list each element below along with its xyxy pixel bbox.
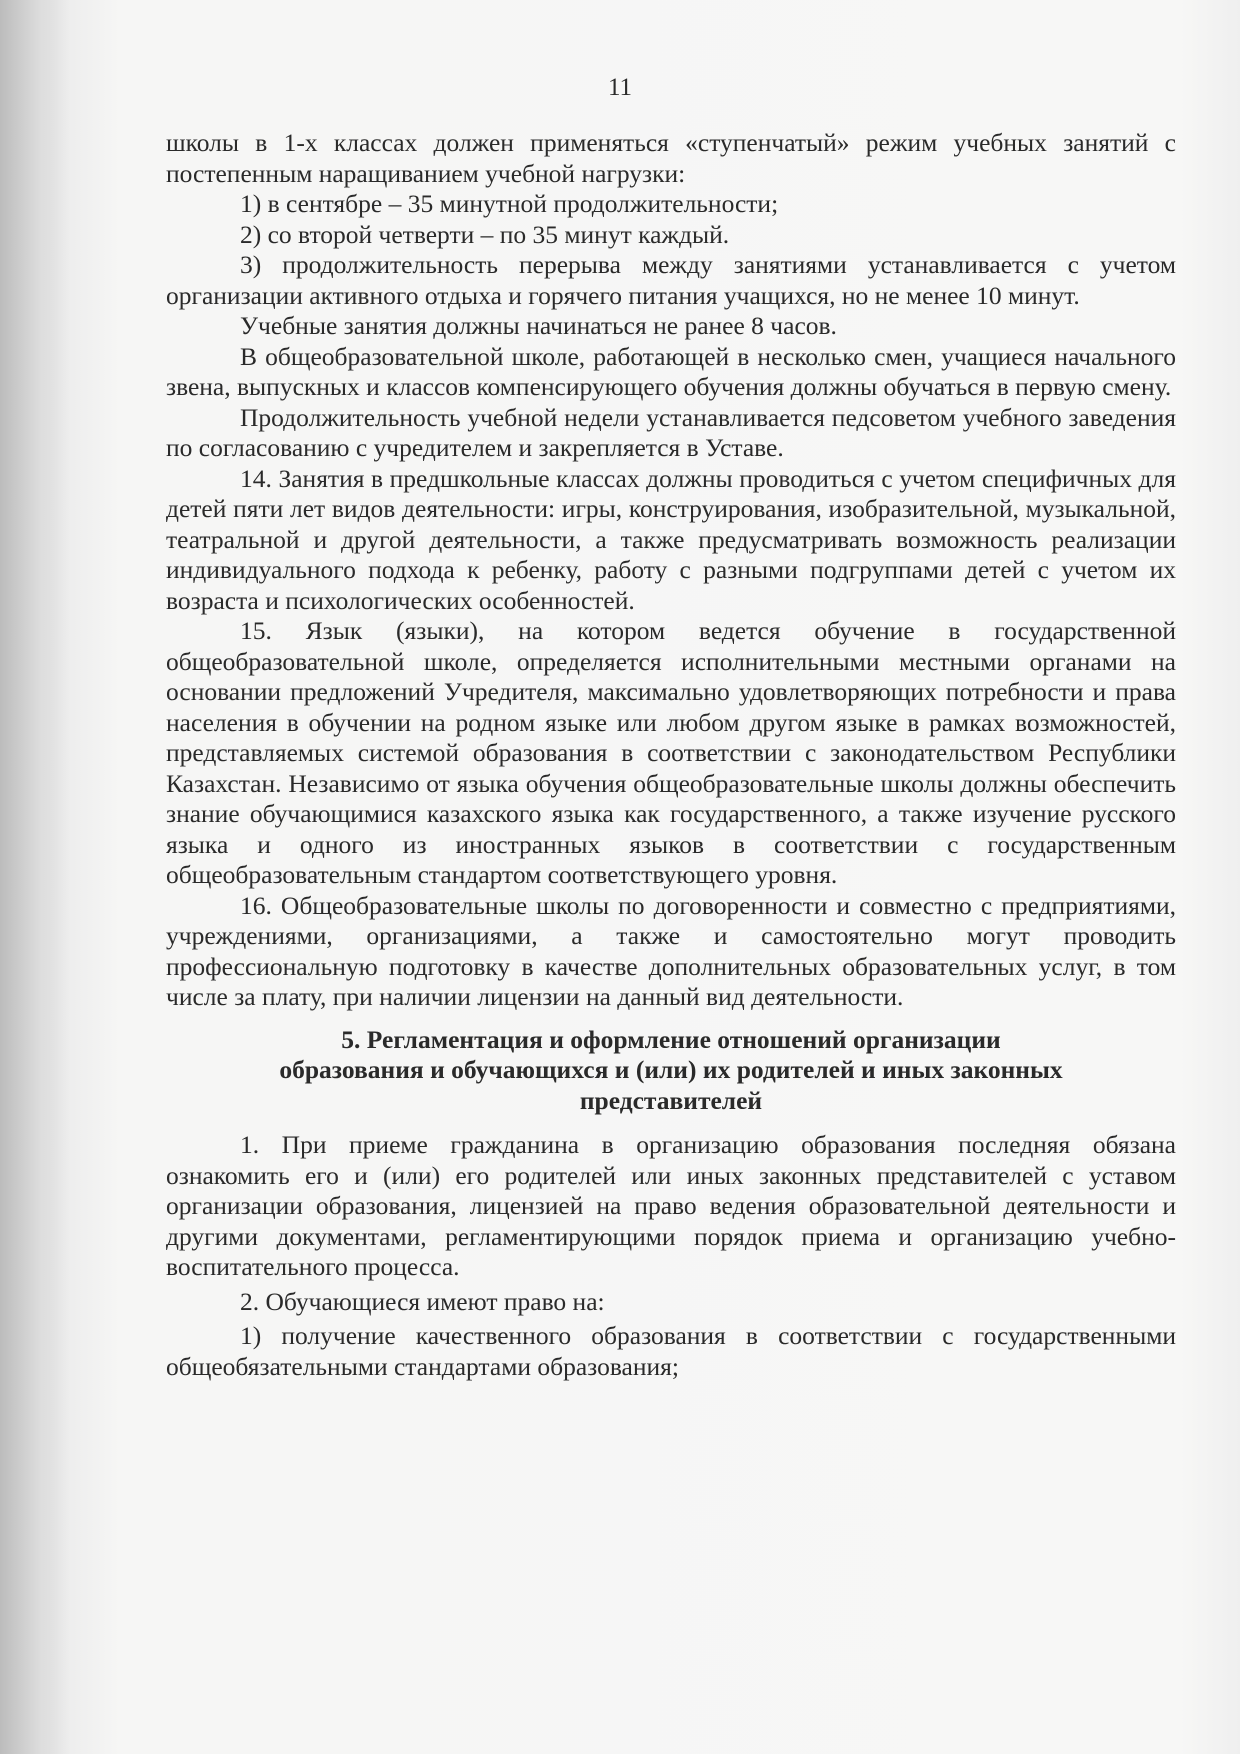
paragraph: 3) продолжительность перерыва между занятиями устанавливается с учетом организации активного отдыха и горячего питания учащихся, но не менее 10 минут. xyxy=(166,250,1176,310)
paragraph: 15. Язык (языки), на котором ведется обучение в государственной общеобразовательной школе, определяется исполнительными местными органами на основании предложений Учредителя, максимально удовлетворяющих потребности и права населения в обучении на родном языке или любом другом языке в рамках возможностей, представляемых системой образования в соответствии с законодательством Республики Казахстан. Независимо от языка обучения общеобразовательные школы должны обеспечить знание обучающимися казахского языка как государственного, а также изучение русского языка и одного из иностранных языков в соответствии с государственным общеобразовательным стандартом соответствующего уровня. xyxy=(166,616,1176,889)
paragraphs-top xyxy=(166,128,1176,1013)
paragraph: В общеобразовательной школе, работающей в несколько смен, учащиеся начального звена, выпускных и классов компенсирующего обучения должны обучаться в первую смену. xyxy=(166,341,1176,401)
paragraph: 1. При приеме гражданина в организацию образования последняя обязана ознакомить его и (или) его родителей или иных законных представителей с уставом организации образования, лицензией на право ведения образовательной деятельности и другими документами, регламентирующими порядок приема и организацию учебно-воспитательного процесса. xyxy=(166,1130,1176,1281)
paragraph: Учебные занятия должны начинаться не ранее 8 часов. xyxy=(240,311,837,340)
page-number: 11 xyxy=(607,74,633,101)
paragraph: школы в 1-х классах должен применяться «ступенчатый» режим учебных занятий с постепенным наращиванием учебной нагрузки: xyxy=(166,128,1176,188)
paragraphs-bottom xyxy=(166,1130,1176,1382)
section-heading xyxy=(166,1025,1176,1117)
paragraph: 1) в сентябре – 35 минутной продолжительности; xyxy=(240,189,779,218)
section-heading-line-3: представителей xyxy=(579,1085,763,1115)
section-heading-line-1: 5. Регламентация и оформление отношений организации xyxy=(341,1024,1001,1054)
page-binding-shadow xyxy=(0,0,70,1754)
paragraph: 16. Общеобразовательные школы по договоренности и совместно с предприятиями, учреждениями, организациями, а также и самостоятельно могут проводить профессиональную подготовку в качестве дополнительных образовательных услуг, в том числе за плату, при наличии лицензии на данный вид деятельности. xyxy=(166,890,1176,1011)
paragraph: 14. Занятия в предшкольные классах должны проводиться с учетом специфичных для детей пяти лет видов деятельности: игры, конструирования, изобразительной, музыкальной, театральной и другой деятельности, а также предусматривать возможность реализации индивидуального подхода к ребенку, работу с разными подгруппами детей с учетом их возраста и психологических особенностей. xyxy=(166,463,1176,615)
paragraph: Продолжительность учебной недели устанавливается педсоветом учебного заведения по согласованию с учредителем и закрепляется в Уставе. xyxy=(166,402,1176,462)
paragraph: 2. Обучающиеся имеют право на: xyxy=(240,1286,605,1316)
paragraph: 2) со второй четверти – по 35 минут каждый. xyxy=(240,219,730,249)
section-heading-line-2: образования и обучающихся и (или) их родителей и иных законных xyxy=(279,1055,1063,1084)
paragraph: 1) получение качественного образования в соответствии с государственными общеобязательными стандартами образования; xyxy=(166,1321,1176,1381)
document-body xyxy=(166,128,1176,1382)
